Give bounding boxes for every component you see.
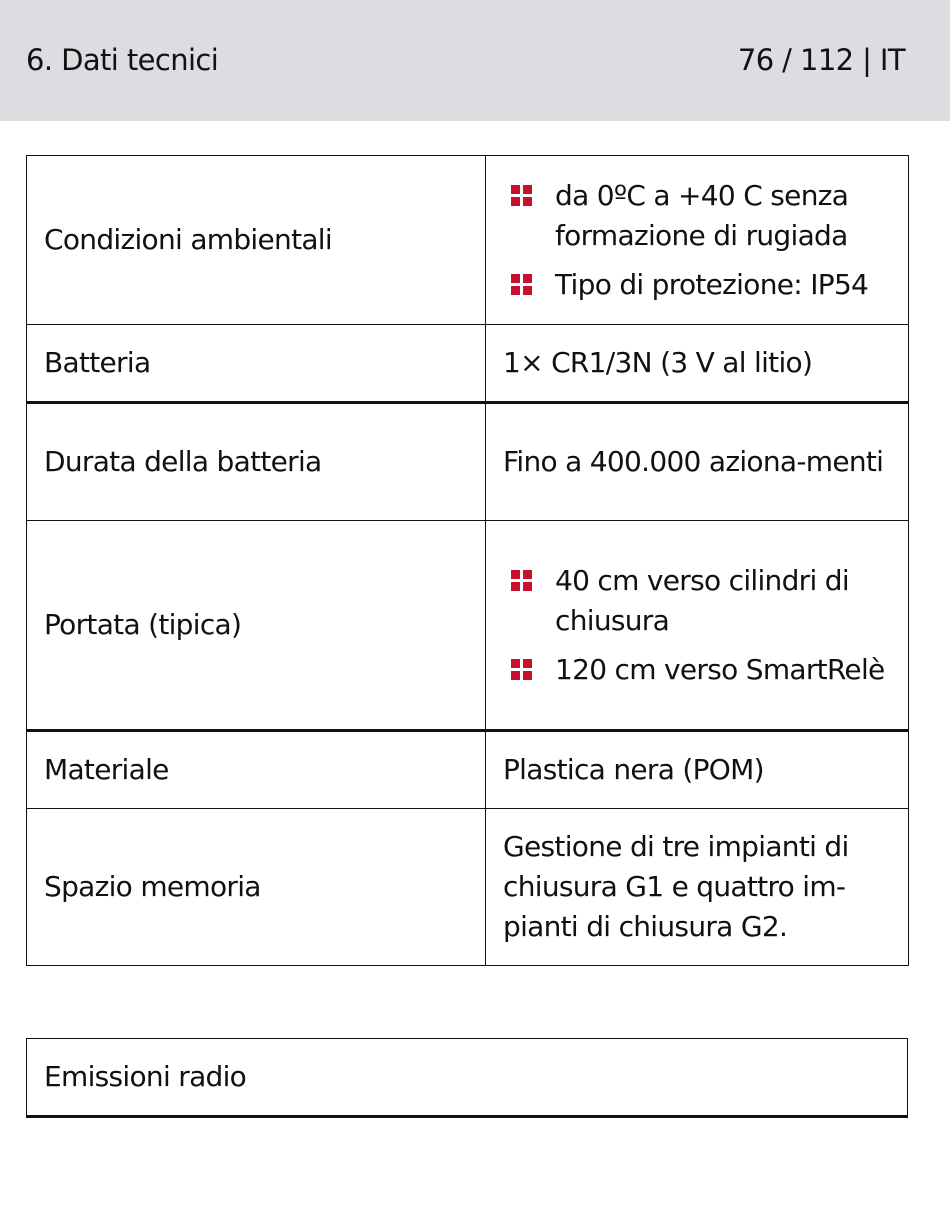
radio-emissions-table — [26, 1038, 908, 1118]
page-info: 76 / 112 | IT — [737, 43, 905, 77]
spec-value: Fino a 400.000 aziona-menti — [486, 403, 909, 521]
table-row — [27, 156, 909, 325]
radio-emissions-label: Emissioni radio — [44, 1060, 247, 1093]
spec-label: Batteria — [27, 325, 486, 403]
bullet-text: 40 cm verso cilindri di chiusura — [555, 563, 849, 637]
spec-value: 1× CR1/3N (3 V al litio) — [486, 325, 909, 403]
bullet-list — [503, 176, 896, 305]
page-header — [0, 0, 950, 121]
table-row — [27, 809, 909, 966]
technical-data-table — [26, 155, 909, 966]
bullet-text: Tipo di protezione: IP54 — [555, 267, 869, 301]
list-item — [503, 650, 896, 690]
bullet-icon — [511, 185, 533, 207]
list-item — [503, 561, 896, 641]
spec-label: Condizioni ambientali — [27, 156, 486, 325]
spec-label: Spazio memoria — [27, 809, 486, 966]
bullet-text: da 0ºC a +40 C senza formazione di rugiada — [555, 178, 849, 252]
spec-value — [486, 156, 909, 325]
spec-value — [486, 521, 909, 731]
list-item — [503, 176, 896, 256]
bullet-list — [503, 561, 896, 690]
table-row — [27, 403, 909, 521]
spec-label: Portata (tipica) — [27, 521, 486, 731]
table-row — [27, 521, 909, 731]
spec-value: Plastica nera (POM) — [486, 731, 909, 809]
bullet-icon — [511, 659, 533, 681]
bullet-icon — [511, 274, 533, 296]
table-row — [27, 731, 909, 809]
section-title: 6. Dati tecnici — [26, 43, 219, 77]
table-row — [27, 325, 909, 403]
spec-value: Gestione di tre impianti di chiusura G1 e quattro im-pianti di chiusura G2. — [486, 809, 909, 966]
spec-label: Durata della batteria — [27, 403, 486, 521]
bullet-text: 120 cm verso SmartRelè — [555, 652, 885, 686]
spec-label: Materiale — [27, 731, 486, 809]
list-item — [503, 265, 896, 305]
bullet-icon — [511, 570, 533, 592]
